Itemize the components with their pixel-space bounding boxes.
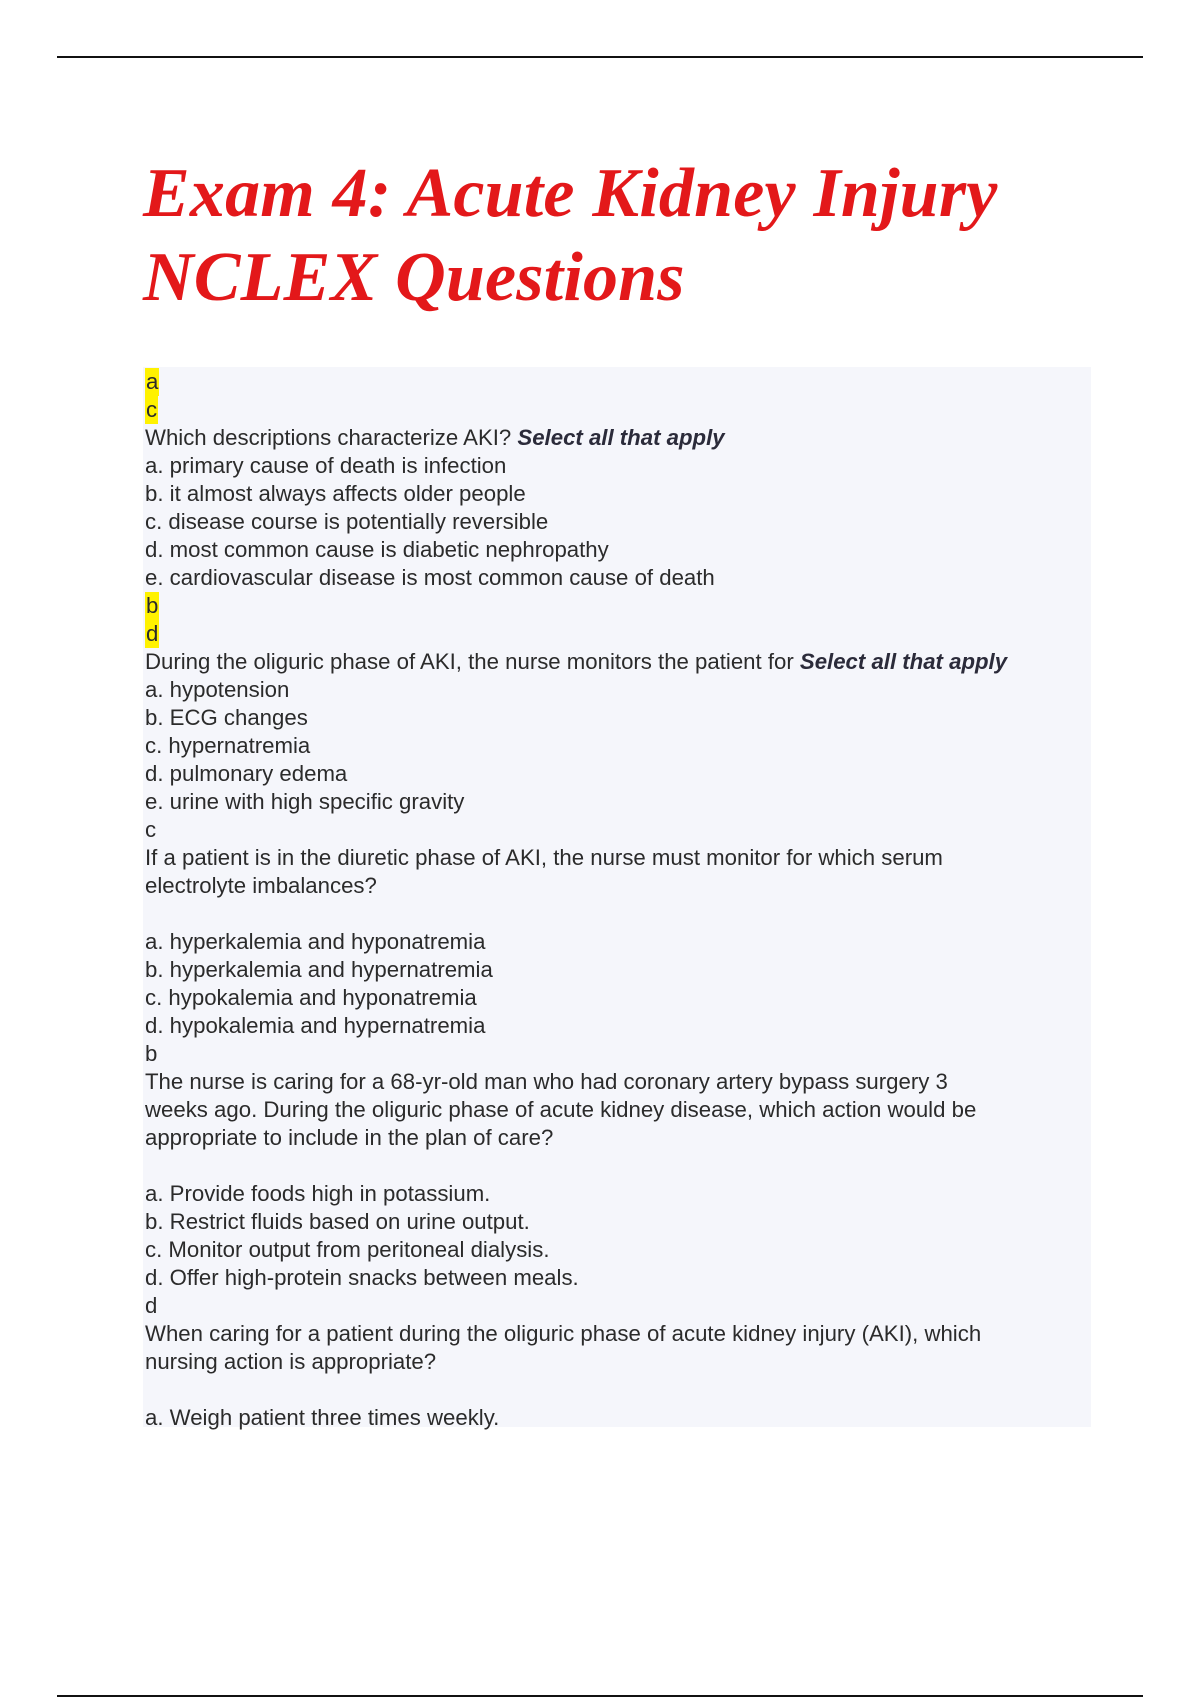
question-5: [145, 1292, 1095, 1432]
title-line-1: Exam 4: Acute Kidney Injury: [143, 155, 998, 232]
option: c. Monitor output from peritoneal dialysis.: [145, 1237, 550, 1262]
option: c. hypernatremia: [145, 733, 311, 758]
bottom-rule: [57, 1695, 1143, 1697]
question-stem: Which descriptions characterize AKI? Select all that apply: [145, 425, 725, 450]
top-rule: [57, 56, 1143, 58]
option: b. Restrict fluids based on urine output.: [145, 1209, 530, 1234]
option: e. urine with high specific gravity: [145, 789, 465, 814]
document-title: [143, 152, 1143, 320]
select-all-note: Select all that apply: [799, 649, 1008, 674]
question-stem-line: When caring for a patient during the oliguric phase of acute kidney injury (AKI), which: [145, 1321, 982, 1346]
option: a. hyperkalemia and hyponatremia: [145, 929, 486, 954]
question-1: [145, 368, 1095, 592]
question-stem-line: The nurse is caring for a 68-yr-old man who had coronary artery bypass surgery 3: [145, 1069, 948, 1094]
option: a. primary cause of death is infection: [145, 453, 507, 478]
question-3: [145, 816, 1095, 1040]
question-stem-line: appropriate to include in the plan of care?: [145, 1125, 554, 1150]
spacer: [145, 1152, 1095, 1180]
spacer: [145, 1376, 1095, 1404]
option: d. Offer high-protein snacks between meals.: [145, 1265, 579, 1290]
spacer: [145, 900, 1095, 928]
answer-key: b: [146, 593, 159, 618]
title-line-2: NCLEX Questions: [143, 239, 685, 316]
option: d. pulmonary edema: [145, 761, 348, 786]
option: a. Weigh patient three times weekly.: [145, 1405, 500, 1430]
option: b. hyperkalemia and hypernatremia: [145, 957, 493, 982]
answer-key: b: [145, 1041, 158, 1066]
question-list: [145, 368, 1095, 1432]
option: d. hypokalemia and hypernatremia: [145, 1013, 486, 1038]
select-all-note: Select all that apply: [517, 425, 725, 450]
question-4: [145, 1040, 1095, 1292]
question-stem-line: electrolyte imbalances?: [145, 873, 377, 898]
answer-key: c: [145, 817, 157, 842]
option: b. ECG changes: [145, 705, 308, 730]
option: a. Provide foods high in potassium.: [145, 1181, 491, 1206]
answer-key: a: [146, 369, 159, 394]
answer-key: c: [146, 397, 158, 422]
question-stem-line: If a patient is in the diuretic phase of AKI, the nurse must monitor for which serum: [145, 845, 943, 870]
question-stem-line: weeks ago. During the oliguric phase of acute kidney disease, which action would be: [145, 1097, 977, 1122]
option: a. hypotension: [145, 677, 290, 702]
answer-key: d: [145, 1293, 158, 1318]
question-stem: During the oliguric phase of AKI, the nurse monitors the patient for Select all that apply: [145, 649, 1008, 674]
option: b. it almost always affects older people: [145, 481, 526, 506]
option: e. cardiovascular disease is most common cause of death: [145, 565, 715, 590]
option: c. hypokalemia and hyponatremia: [145, 985, 477, 1010]
option: c. disease course is potentially reversible: [145, 509, 549, 534]
answer-key: d: [146, 621, 159, 646]
question-stem-line: nursing action is appropriate?: [145, 1349, 437, 1374]
question-2: [145, 592, 1095, 816]
option: d. most common cause is diabetic nephropathy: [145, 537, 609, 562]
